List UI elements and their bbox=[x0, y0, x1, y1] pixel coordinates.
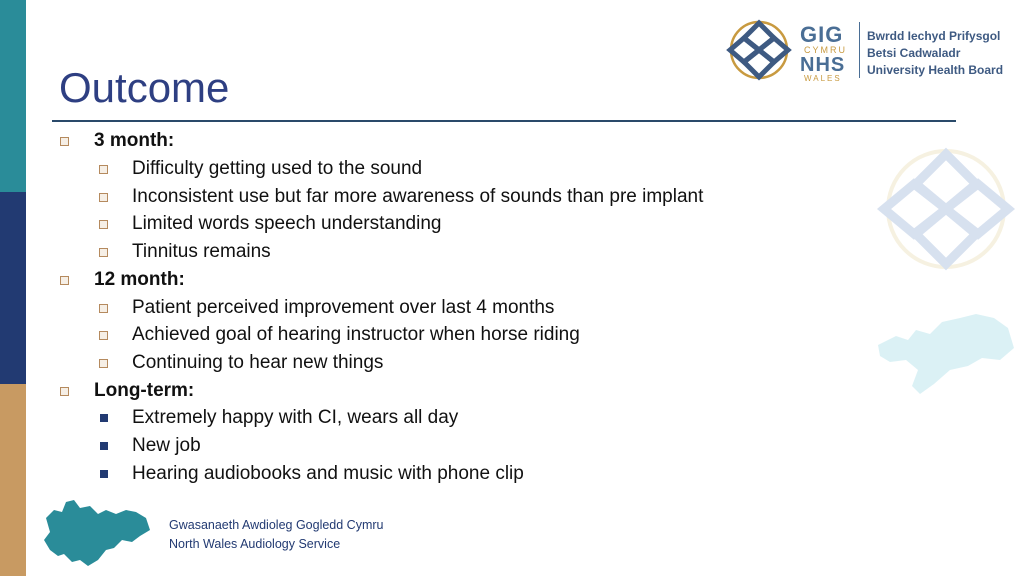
list-item bbox=[99, 462, 524, 486]
solid-square-bullet-icon bbox=[100, 470, 108, 478]
hollow-square-bullet-icon bbox=[60, 276, 69, 285]
list-item bbox=[99, 212, 441, 236]
list-item-text: Difficulty getting used to the sound bbox=[132, 158, 423, 179]
list-item-text: Inconsistent use but far more awareness of sounds than pre implant bbox=[132, 186, 704, 207]
left-accent-bar-tan bbox=[0, 384, 26, 576]
solid-square-bullet-icon bbox=[100, 414, 108, 422]
section-heading-label: 3 month: bbox=[94, 130, 175, 151]
list-item-text: Achieved goal of hearing instructor when horse riding bbox=[132, 324, 580, 345]
list-item-text: Limited words speech understanding bbox=[132, 213, 442, 234]
section-heading-long-term bbox=[60, 379, 194, 403]
logo-organisation-name bbox=[867, 28, 1003, 79]
list-item bbox=[99, 240, 271, 264]
title-underline bbox=[52, 120, 956, 122]
list-item-text: New job bbox=[132, 435, 201, 456]
slide-title: Outcome bbox=[59, 64, 230, 111]
logo-org-line-2: Betsi Cadwaladr bbox=[867, 46, 961, 60]
logo-nhs-text: NHS bbox=[800, 54, 846, 76]
footer-line-english: North Wales Audiology Service bbox=[169, 537, 341, 551]
footer-service-name bbox=[169, 516, 383, 554]
list-item bbox=[99, 434, 201, 458]
logo-cymru-text: CYMRU bbox=[804, 45, 847, 55]
section-heading-label: Long-term: bbox=[94, 380, 195, 401]
logo-gig-text: GIG bbox=[800, 22, 844, 47]
list-item-text: Patient perceived improvement over last 4 months bbox=[132, 297, 555, 318]
list-item bbox=[99, 406, 458, 430]
list-item bbox=[99, 351, 383, 375]
logo-wales-text: WALES bbox=[804, 74, 842, 83]
hollow-square-bullet-icon bbox=[99, 220, 108, 229]
hollow-square-bullet-icon bbox=[99, 359, 108, 368]
nhs-wales-betsi-cadwaladr-logo bbox=[724, 16, 1014, 82]
list-item bbox=[99, 185, 703, 209]
logo-org-line-3: University Health Board bbox=[867, 63, 1004, 77]
celtic-knot-watermark-icon bbox=[876, 144, 1016, 274]
section-heading-label: 12 month: bbox=[94, 269, 185, 290]
hollow-square-bullet-icon bbox=[99, 193, 108, 202]
list-item-text: Continuing to hear new things bbox=[132, 352, 384, 373]
section-heading-12-month bbox=[60, 268, 185, 292]
hollow-square-bullet-icon bbox=[99, 165, 108, 174]
north-wales-map-icon bbox=[40, 496, 154, 570]
list-item bbox=[99, 296, 554, 320]
left-accent-bar-teal bbox=[0, 0, 26, 192]
hollow-square-bullet-icon bbox=[60, 387, 69, 396]
list-item bbox=[99, 157, 422, 181]
hollow-square-bullet-icon bbox=[60, 137, 69, 146]
left-accent-bar-navy bbox=[0, 192, 26, 384]
section-heading-3-month bbox=[60, 129, 174, 153]
solid-square-bullet-icon bbox=[100, 442, 108, 450]
logo-divider bbox=[859, 22, 860, 78]
logo-org-line-1: Bwrdd Iechyd Prifysgol bbox=[867, 29, 1001, 43]
celtic-knot-icon bbox=[724, 18, 794, 82]
footer-line-welsh: Gwasanaeth Awdioleg Gogledd Cymru bbox=[169, 518, 384, 532]
hollow-square-bullet-icon bbox=[99, 331, 108, 340]
list-item-text: Hearing audiobooks and music with phone clip bbox=[132, 463, 524, 484]
list-item bbox=[99, 323, 580, 347]
list-item-text: Extremely happy with CI, wears all day bbox=[132, 407, 459, 428]
list-item-text: Tinnitus remains bbox=[132, 241, 271, 262]
hollow-square-bullet-icon bbox=[99, 304, 108, 313]
wales-map-watermark-icon bbox=[868, 300, 1018, 400]
hollow-square-bullet-icon bbox=[99, 248, 108, 257]
